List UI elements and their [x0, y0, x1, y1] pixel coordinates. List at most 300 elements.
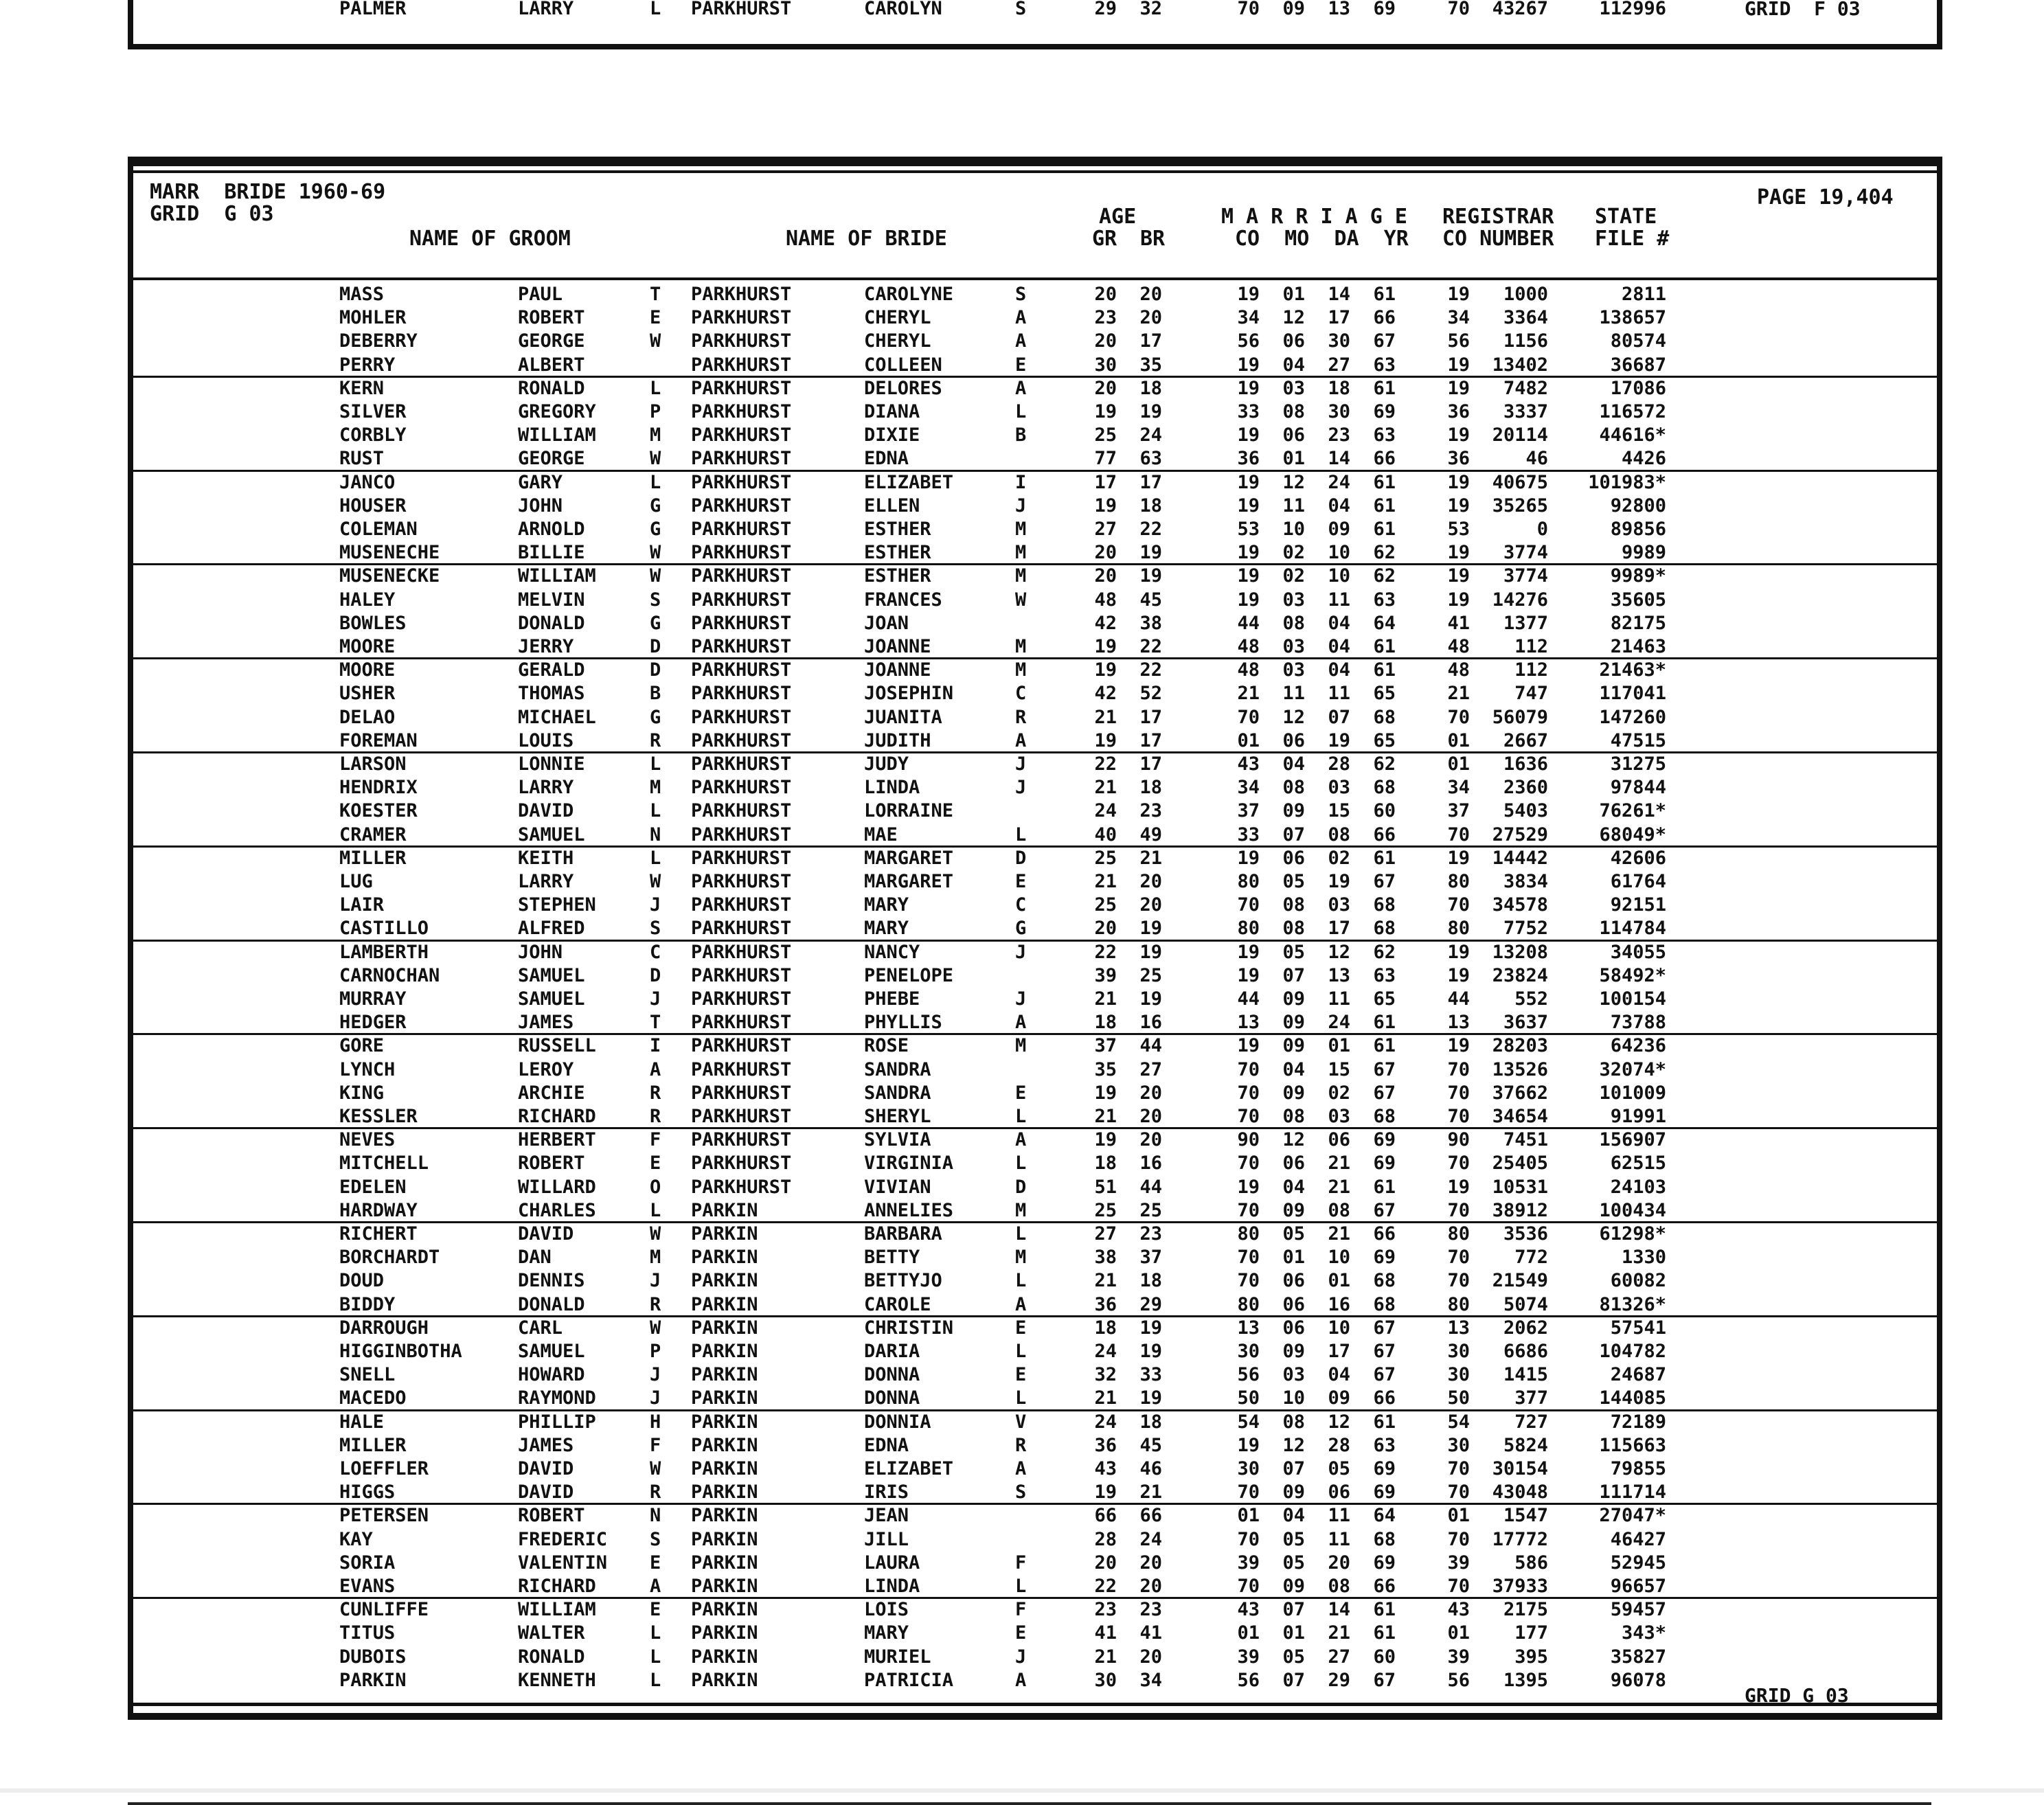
groom-initial-cell: G	[650, 519, 661, 540]
age-bride-cell: 44	[1139, 1177, 1162, 1198]
bride-given-cell: ESTHER	[864, 519, 931, 540]
bride-given-cell: BARBARA	[864, 1223, 942, 1245]
groom-surname-cell: DEBERRY	[339, 330, 418, 352]
marriage-year-cell: 62	[1373, 542, 1396, 563]
marriage-month-cell: 04	[1282, 354, 1305, 376]
registrar-county-cell: 19	[1447, 472, 1470, 493]
marriage-day-cell: 21	[1328, 1223, 1350, 1245]
table-row	[133, 1598, 1937, 1622]
groom-given-cell: LEROY	[518, 1059, 574, 1080]
groom-given-cell: MICHAEL	[518, 707, 596, 728]
marriage-county-cell: 70	[1237, 707, 1260, 728]
bride-initial-cell: A	[1015, 378, 1027, 399]
bride-surname-cell: PARKIN	[691, 1529, 758, 1550]
registrar-number-cell: 37662	[1492, 1082, 1548, 1104]
table-row	[133, 1176, 1937, 1199]
marriage-year-cell: 63	[1373, 354, 1396, 376]
registrar-number-cell: 747	[1514, 683, 1548, 704]
state-file-cell: 52945	[1610, 1552, 1666, 1574]
registrar-number-cell: 177	[1514, 1622, 1548, 1644]
registrar-number-cell: 34654	[1492, 1106, 1548, 1127]
marriage-year-cell: 67	[1373, 1059, 1396, 1080]
state-file-cell: 9989*	[1610, 565, 1666, 587]
groom-surname-cell: LAMBERTH	[339, 942, 429, 963]
marriage-month-cell: 10	[1282, 1387, 1305, 1409]
state-file-cell: 343*	[1621, 1622, 1666, 1644]
registrar-county-cell: 80	[1447, 1223, 1470, 1245]
bride-initial-cell: L	[1015, 1576, 1027, 1597]
age-groom-cell: 27	[1094, 519, 1117, 540]
groom-given-cell: LONNIE	[518, 753, 585, 775]
registrar-county-cell: 19	[1447, 589, 1470, 611]
bride-surname-cell: PARKHURST	[691, 1129, 792, 1150]
age-bride-cell: 17	[1139, 730, 1162, 751]
groom-initial-cell: W	[650, 1223, 661, 1245]
bride-given-cell: PENELOPE	[864, 965, 954, 986]
marriage-county-cell: 80	[1237, 1223, 1260, 1245]
marriage-county-cell: 80	[1237, 871, 1260, 892]
marriage-day-cell: 21	[1328, 1153, 1350, 1174]
table-row	[133, 589, 1937, 612]
bride-initial-cell: J	[1015, 988, 1027, 1010]
registrar-number-cell: 0	[1536, 519, 1548, 540]
groom-given-cell: GEORGE	[518, 330, 585, 352]
marriage-day-cell: 12	[1328, 1411, 1350, 1433]
state-file-cell: 68049*	[1599, 824, 1666, 845]
marriage-year-cell: 68	[1373, 777, 1396, 798]
table-row	[133, 400, 1937, 424]
age-bride-cell: 38	[1139, 613, 1162, 634]
marriage-day-cell: 11	[1328, 1505, 1350, 1526]
age-bride-cell: 18	[1139, 378, 1162, 399]
groom-given-cell: CARL	[518, 1317, 563, 1339]
groom-given-cell: LARRY	[518, 871, 574, 892]
state-file-cell: 1330	[1621, 1247, 1666, 1268]
marriage-day-cell: 17	[1328, 1341, 1350, 1362]
bride-surname-cell: PARKIN	[691, 1247, 758, 1268]
marriage-month-cell: 01	[1282, 1247, 1305, 1268]
groom-initial-cell: W	[650, 1317, 661, 1339]
marriage-day-cell: 27	[1328, 354, 1350, 376]
registrar-number-cell: 1395	[1503, 1670, 1548, 1691]
state-file-cell: 24687	[1610, 1364, 1666, 1385]
marriage-year-cell: 68	[1373, 894, 1396, 916]
bride-given-cell: JOAN	[864, 613, 909, 634]
table-row	[133, 354, 1937, 377]
groom-surname-cell: TITUS	[339, 1622, 396, 1644]
registrar-number-cell: 7752	[1503, 918, 1548, 939]
bride-initial-cell: V	[1015, 1411, 1027, 1433]
marriage-day-cell: 21	[1328, 1177, 1350, 1198]
registrar-county-cell: 48	[1447, 636, 1470, 657]
table-row	[133, 870, 1937, 894]
age-bride-cell: 20	[1139, 1106, 1162, 1127]
table-row	[133, 776, 1937, 799]
marriage-month-cell: 06	[1282, 424, 1305, 446]
age-groom-cell: 22	[1094, 1576, 1117, 1597]
bride-initial-cell: C	[1015, 683, 1027, 704]
groom-given-cell: LARRY	[518, 777, 574, 798]
groom-given-cell: DONALD	[518, 1294, 585, 1315]
bride-given-cell: LINDA	[864, 1576, 920, 1597]
group-separator-rule	[133, 657, 1937, 659]
bride-initial-cell: A	[1015, 730, 1027, 751]
age-groom-cell: 21	[1094, 1387, 1117, 1409]
state-file-cell: 31275	[1610, 753, 1666, 775]
bride-given-cell: PHYLLIS	[864, 1012, 942, 1033]
registrar-number-cell: 586	[1514, 1552, 1548, 1574]
marriage-month-cell: 02	[1282, 542, 1305, 563]
bride-surname-cell: PARKIN	[691, 1435, 758, 1456]
marriage-county-cell: 54	[1237, 1411, 1260, 1433]
groom-surname-cell: CORBLY	[339, 424, 407, 446]
marriage-day-cell: 17	[1328, 918, 1350, 939]
marriage-county-cell: 70	[1237, 1270, 1260, 1291]
marriage-county-cell: 19	[1237, 495, 1260, 516]
state-file-cell: 46427	[1610, 1529, 1666, 1550]
bride-surname-cell: PARKHURST	[691, 424, 792, 446]
groom-surname-cell: JANCO	[339, 472, 396, 493]
state-file-cell: 64236	[1610, 1035, 1666, 1056]
marriage-county-cell: 56	[1237, 330, 1260, 352]
groom-initial-cell: W	[650, 542, 661, 563]
age-bride-cell: 19	[1139, 942, 1162, 963]
state-file-cell: 92151	[1610, 894, 1666, 916]
bride-surname-cell: PARKHURST	[691, 683, 792, 704]
groom-given-cell: WILLIAM	[518, 1599, 596, 1620]
state-file-cell: 91991	[1610, 1106, 1666, 1127]
age-bride-cell: 19	[1139, 988, 1162, 1010]
marriage-year-cell: 63	[1373, 424, 1396, 446]
groom-initial-cell: R	[650, 1482, 661, 1503]
bride-given-cell: ELLEN	[864, 495, 920, 516]
groom-surname-cell: DARROUGH	[339, 1317, 429, 1339]
registrar-county-cell: 19	[1447, 378, 1470, 399]
registrar-number-cell: 3536	[1503, 1223, 1548, 1245]
registrar-county-cell: 70	[1447, 1200, 1470, 1221]
registrar-number-cell: 377	[1514, 1387, 1548, 1409]
age-bride-cell: 35	[1139, 354, 1162, 376]
age-bride-cell: 17	[1139, 330, 1162, 352]
table-row	[133, 1646, 1937, 1669]
registrar-number-cell: 2175	[1503, 1599, 1548, 1620]
groom-given-cell: GERALD	[518, 659, 585, 681]
bride-given-cell: JOANNE	[864, 636, 931, 657]
marriage-day-cell: 03	[1328, 894, 1350, 916]
bride-surname-cell: PARKIN	[691, 1599, 758, 1620]
groom-initial-cell: J	[650, 1270, 661, 1291]
marriage-county-cell: 44	[1237, 613, 1260, 634]
group-separator-rule	[133, 470, 1937, 472]
marriage-month-cell: 12	[1282, 307, 1305, 328]
state-file-cell: 101009	[1599, 1082, 1666, 1104]
groom-surname-cell: SILVER	[339, 401, 407, 422]
marriage-year-cell: 61	[1373, 636, 1396, 657]
group-separator-rule	[133, 1315, 1937, 1317]
age-bride-cell: 19	[1139, 401, 1162, 422]
groom-initial-cell: S	[650, 589, 661, 611]
bride-surname-cell: PARKIN	[691, 1294, 758, 1315]
bride-surname-cell: PARKHURST	[691, 918, 792, 939]
marriage-year-cell: 67	[1373, 1341, 1396, 1362]
marriage-county-cell: 70	[1237, 1106, 1260, 1127]
marriage-year-cell: 69	[1373, 1247, 1396, 1268]
bride-initial-cell: L	[1015, 824, 1027, 845]
groom-surname-cell: EVANS	[339, 1576, 396, 1597]
bride-given-cell: ROSE	[864, 1035, 909, 1056]
bride-given-cell: MARY	[864, 894, 909, 916]
table-row	[133, 0, 1937, 21]
bride-given-cell: CAROLE	[864, 1294, 931, 1315]
age-groom-cell: 32	[1094, 1364, 1117, 1385]
groom-initial-cell: A	[650, 1576, 661, 1597]
table-row	[133, 1481, 1937, 1504]
groom-surname-cell: LYNCH	[339, 1059, 396, 1080]
age-bride-cell: 20	[1139, 1576, 1162, 1597]
bride-initial-cell: A	[1015, 1129, 1027, 1150]
marriage-county-cell: 33	[1237, 401, 1260, 422]
marriage-county-cell: 34	[1237, 777, 1260, 798]
marriage-county-cell: 30	[1237, 1341, 1260, 1362]
bride-given-cell: FRANCES	[864, 589, 942, 611]
marriage-county-cell: 37	[1237, 800, 1260, 821]
groom-initial-cell: L	[650, 848, 661, 869]
groom-surname-cell: MILLER	[339, 848, 407, 869]
age-bride-cell: 18	[1139, 1270, 1162, 1291]
marriage-month-cell: 06	[1282, 730, 1305, 751]
state-file-cell: 42606	[1610, 848, 1666, 869]
groom-given-cell: HOWARD	[518, 1364, 585, 1385]
registrar-number-cell: 10531	[1492, 1177, 1548, 1198]
bride-initial-cell: M	[1015, 519, 1027, 540]
bride-given-cell: JOANNE	[864, 659, 931, 681]
bride-initial-cell: E	[1015, 1622, 1027, 1644]
state-file-heading: STATE	[1595, 205, 1657, 229]
state-file-cell: 76261*	[1599, 800, 1666, 821]
age-groom-cell: 21	[1094, 1646, 1117, 1668]
marriage-year-cell: 69	[1373, 1552, 1396, 1574]
bride-given-cell: EDNA	[864, 1435, 909, 1456]
table-row	[133, 988, 1937, 1011]
state-file-cell: 60082	[1610, 1270, 1666, 1291]
marriage-month-cell: 05	[1282, 1552, 1305, 1574]
marriage-day-cell: 04	[1328, 659, 1350, 681]
bride-given-cell: MARY	[864, 1622, 909, 1644]
header-rule	[133, 277, 1937, 280]
groom-initial-cell: L	[650, 1670, 661, 1691]
bride-initial-cell: E	[1015, 1364, 1027, 1385]
marriage-year-cell: 64	[1373, 1505, 1396, 1526]
marriage-year-cell: 61	[1373, 519, 1396, 540]
table-row	[133, 1622, 1937, 1645]
marriage-subheading: CO MO DA YR	[1235, 227, 1409, 251]
group-separator-rule	[133, 1033, 1937, 1035]
marriage-county-cell: 19	[1237, 565, 1260, 587]
marriage-month-cell: 01	[1282, 284, 1305, 305]
bride-given-cell: JILL	[864, 1529, 909, 1550]
age-groom-cell: 22	[1094, 753, 1117, 775]
previous-page-row	[133, 0, 1937, 18]
groom-initial-cell: J	[650, 1387, 661, 1409]
state-file-cell: 100154	[1599, 988, 1666, 1010]
groom-surname-cell: RUST	[339, 448, 385, 469]
marriage-year-cell: 65	[1373, 683, 1396, 704]
groom-given-cell: GREGORY	[518, 401, 596, 422]
state-file-cell: 58492*	[1599, 965, 1666, 986]
bride-surname-cell: PARKHURST	[691, 730, 792, 751]
table-row	[133, 706, 1937, 729]
age-groom-cell: 38	[1094, 1247, 1117, 1268]
marriage-month-cell: 09	[1282, 1341, 1305, 1362]
age-bride-cell: 17	[1139, 472, 1162, 493]
bride-given-cell: CHERYL	[864, 330, 931, 352]
groom-initial-cell: P	[650, 401, 661, 422]
bride-initial-cell: A	[1015, 1012, 1027, 1033]
groom-surname-cell: KERN	[339, 378, 385, 399]
marriage-month-cell: 04	[1282, 753, 1305, 775]
marriage-day-cell: 11	[1328, 1529, 1350, 1550]
bride-given-cell: ELIZABET	[864, 1458, 954, 1479]
state-file-cell: 144085	[1599, 1387, 1666, 1409]
marriage-year-cell: 61	[1373, 284, 1396, 305]
registrar-number-cell: 34578	[1492, 894, 1548, 916]
groom-surname-cell: EDELEN	[339, 1177, 407, 1198]
age-groom-cell: 21	[1094, 871, 1117, 892]
groom-given-cell: SAMUEL	[518, 824, 585, 845]
state-file-cell: 112996	[1599, 0, 1666, 19]
bride-surname-cell: PARKIN	[691, 1387, 758, 1409]
bride-surname-cell: PARKHURST	[691, 942, 792, 963]
age-groom-cell: 27	[1094, 1223, 1117, 1245]
groom-surname-cell: MASS	[339, 284, 385, 305]
registrar-county-cell: 19	[1447, 354, 1470, 376]
state-file-cell: 147260	[1599, 707, 1666, 728]
marriage-county-cell: 48	[1237, 659, 1260, 681]
marriage-year-cell: 60	[1373, 800, 1396, 821]
registrar-county-cell: 34	[1447, 307, 1470, 328]
marriage-county-cell: 19	[1237, 1435, 1260, 1456]
groom-initial-cell: J	[650, 894, 661, 916]
marriage-day-cell: 18	[1328, 378, 1350, 399]
groom-initial-cell: S	[650, 1529, 661, 1550]
bride-given-cell: SANDRA	[864, 1059, 931, 1080]
bride-initial-cell: A	[1015, 307, 1027, 328]
bride-initial-cell: L	[1015, 1106, 1027, 1127]
bride-given-cell: EDNA	[864, 448, 909, 469]
bride-initial-cell: F	[1015, 1599, 1027, 1620]
marriage-day-cell: 10	[1328, 565, 1350, 587]
registrar-number-cell: 5074	[1503, 1294, 1548, 1315]
marriage-month-cell: 08	[1282, 918, 1305, 939]
marriage-county-cell: 19	[1237, 1177, 1260, 1198]
bride-surname-cell: PARKHURST	[691, 613, 792, 634]
marriage-year-cell: 61	[1373, 659, 1396, 681]
groom-given-cell: STEPHEN	[518, 894, 596, 916]
marriage-year-cell: 66	[1373, 1576, 1396, 1597]
bride-surname-cell: PARKHURST	[691, 1059, 792, 1080]
bride-given-cell: BETTYJO	[864, 1270, 942, 1291]
groom-initial-cell: L	[650, 0, 661, 19]
age-groom-cell: 36	[1094, 1294, 1117, 1315]
groom-initial-cell: H	[650, 1411, 661, 1433]
bride-initial-cell: A	[1015, 1294, 1027, 1315]
marriage-month-cell: 12	[1282, 472, 1305, 493]
registrar-county-cell: 19	[1447, 284, 1470, 305]
marriage-month-cell: 03	[1282, 378, 1305, 399]
age-bride-cell: 19	[1139, 1341, 1162, 1362]
table-row	[133, 447, 1937, 470]
registrar-number-cell: 2360	[1503, 777, 1548, 798]
bride-surname-cell: PARKIN	[691, 1482, 758, 1503]
marriage-month-cell: 12	[1282, 1129, 1305, 1150]
groom-given-cell: JERRY	[518, 636, 574, 657]
age-groom-cell: 37	[1094, 1035, 1117, 1056]
groom-surname-cell: SORIA	[339, 1552, 396, 1574]
state-file-cell: 97844	[1610, 777, 1666, 798]
marriage-day-cell: 19	[1328, 730, 1350, 751]
groom-given-cell: RICHARD	[518, 1576, 596, 1597]
bride-initial-cell: M	[1015, 1035, 1027, 1056]
age-groom-cell: 21	[1094, 777, 1117, 798]
state-file-subheading: FILE #	[1595, 227, 1670, 251]
marriage-county-cell: 13	[1237, 1012, 1260, 1033]
marriage-day-cell: 21	[1328, 1622, 1350, 1644]
age-groom-cell: 25	[1094, 1200, 1117, 1221]
age-bride-cell: 23	[1139, 1599, 1162, 1620]
table-row	[133, 1199, 1937, 1223]
groom-surname-cell: DUBOIS	[339, 1646, 407, 1668]
bride-surname-cell: PARKHURST	[691, 495, 792, 516]
groom-initial-cell: O	[650, 1177, 661, 1198]
age-bride-cell: 24	[1139, 424, 1162, 446]
bride-initial-cell: C	[1015, 894, 1027, 916]
table-row	[133, 1223, 1937, 1246]
marriage-year-cell: 67	[1373, 1364, 1396, 1385]
registrar-county-cell: 80	[1447, 871, 1470, 892]
age-groom-cell: 22	[1094, 942, 1117, 963]
marriage-day-cell: 28	[1328, 753, 1350, 775]
bride-given-cell: DONNIA	[864, 1411, 931, 1433]
marriage-year-cell: 68	[1373, 1294, 1396, 1315]
state-file-cell: 104782	[1599, 1341, 1666, 1362]
table-row	[133, 1669, 1937, 1692]
marriage-month-cell: 07	[1282, 824, 1305, 845]
registrar-number-cell: 7451	[1503, 1129, 1548, 1150]
groom-given-cell: RUSSELL	[518, 1035, 596, 1056]
age-bride-cell: 18	[1139, 1411, 1162, 1433]
age-groom-cell: 17	[1094, 472, 1117, 493]
bride-given-cell: ESTHER	[864, 542, 931, 563]
bride-given-cell: LINDA	[864, 777, 920, 798]
registrar-county-cell: 13	[1447, 1317, 1470, 1339]
groom-given-cell: MELVIN	[518, 589, 585, 611]
bride-given-cell: MURIEL	[864, 1646, 931, 1668]
marriage-day-cell: 04	[1328, 495, 1350, 516]
groom-surname-cell: KESSLER	[339, 1106, 418, 1127]
marriage-county-cell: 80	[1237, 918, 1260, 939]
registrar-county-cell: 90	[1447, 1129, 1470, 1150]
state-file-cell: 79855	[1610, 1458, 1666, 1479]
bride-surname-cell: PARKHURST	[691, 894, 792, 916]
bride-surname-cell: PARKHURST	[691, 777, 792, 798]
groom-given-cell: LOUIS	[518, 730, 574, 751]
marriage-county-cell: 70	[1237, 894, 1260, 916]
table-row	[133, 1363, 1937, 1387]
marriage-year-cell: 69	[1373, 1482, 1396, 1503]
bride-surname-cell: PARKHURST	[691, 330, 792, 352]
marriage-month-cell: 07	[1282, 1458, 1305, 1479]
groom-surname-cell: NEVES	[339, 1129, 396, 1150]
